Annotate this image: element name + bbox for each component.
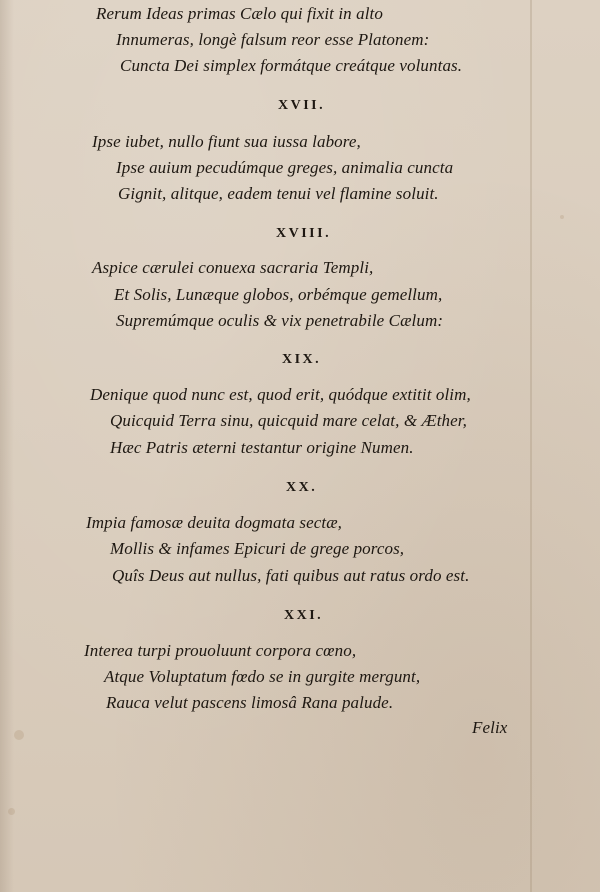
verse-line: Et Solis, Lunæque globos, orbémque gemellum, (114, 285, 443, 304)
verse-line: Quicquid Terra sinu, quicquid mare celat, & Æther, (110, 411, 467, 430)
section-numeral: XIX. (282, 352, 322, 367)
section-numeral: XVIII. (276, 226, 332, 241)
catchword: Felix (472, 718, 508, 737)
paper-stain (560, 215, 564, 219)
verse-line: Ipse iubet, nullo fiunt sua iussa labore, (92, 132, 361, 151)
section-numeral: XVII. (278, 98, 326, 113)
verse-line: Quîs Deus aut nullus, fati quibus aut ratus ordo est. (112, 566, 470, 585)
verse-line: Mollis & infames Epicuri de grege porcos, (110, 539, 405, 558)
verse-line: Impia famosæ deuita dogmata sectæ, (86, 513, 343, 532)
gutter-shadow (0, 0, 14, 892)
verse-line: Rerum Ideas primas Cælo qui fixit in alto (96, 4, 383, 23)
verse-line: Innumeras, longè falsum reor esse Platonem: (116, 30, 430, 49)
verse-line: Atque Voluptatum fœdo se in gurgite mergunt, (104, 667, 421, 686)
verse-line: Denique quod nunc est, quod erit, quódque extitit olim, (90, 385, 471, 404)
verse-line: Interea turpi prouoluunt corpora cœno, (84, 641, 357, 660)
verse-line: Supremúmque oculis & vix penetrabile Cælum: (116, 311, 444, 330)
paper-stain (8, 808, 15, 815)
section-numeral: XXI. (284, 608, 324, 623)
verse-line: Gignit, alitque, eadem tenui vel flamine soluit. (118, 184, 439, 203)
verse-line: Rauca velut pascens limosâ Rana palude. (106, 693, 394, 712)
verse-line: Cuncta Dei simplex formátque creátque voluntas. (120, 56, 463, 75)
verse-line: Ipse auium pecudúmque greges, animalia cuncta (116, 158, 454, 177)
verse-line: Aspice cærulei conuexa sacraria Templi, (92, 258, 374, 277)
section-numeral: XX. (286, 480, 318, 495)
paper-stain (14, 730, 24, 740)
page-fold-line (530, 0, 532, 892)
verse-line: Hæc Patris æterni testantur origine Numen. (110, 438, 414, 457)
